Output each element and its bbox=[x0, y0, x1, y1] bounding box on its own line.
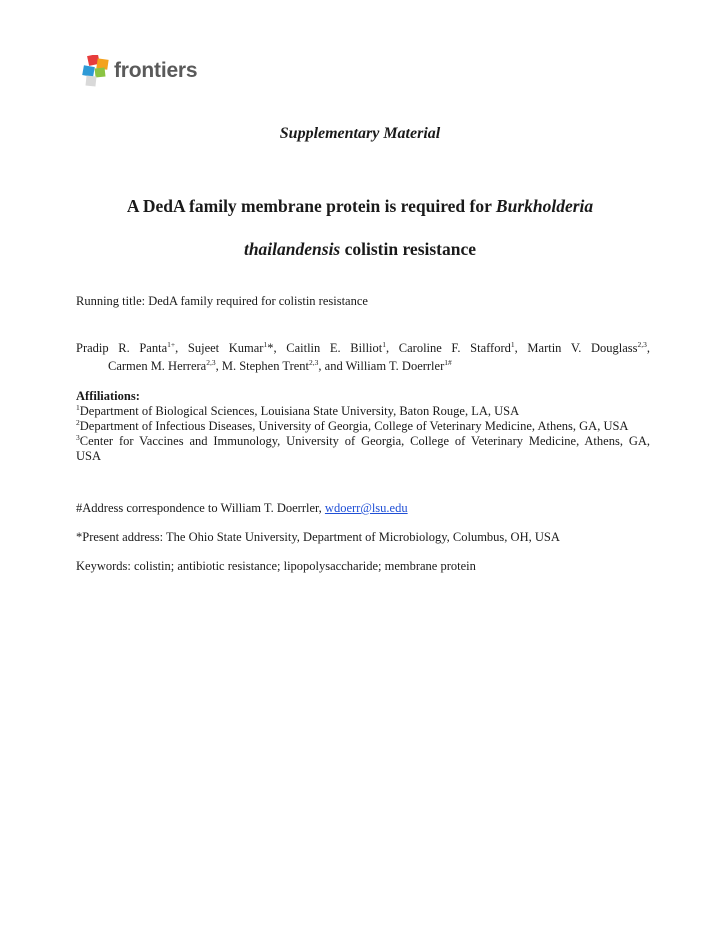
affiliation-item: $^1$Department of Biological Sciences, Louisiana State University, Baton Rouge, LA, USA bbox=[76, 402, 520, 418]
affiliations bbox=[76, 389, 650, 464]
author: Caroline F. Stafford bbox=[398, 341, 511, 355]
paper-title-line-2: thailandensis colistin resistance bbox=[243, 239, 477, 259]
author: Pradip R. Panta bbox=[76, 341, 168, 355]
affiliation-item: $^3$Center for Vaccines and Immunology, University of Georgia, College of Veterinary Medicine, Athens, GA, bbox=[76, 432, 650, 448]
paper-title-line-1: A DedA family membrane protein is required for Burkholderia bbox=[126, 196, 594, 216]
logo-wordmark: frontiers bbox=[114, 59, 198, 82]
email-link[interactable]: wdoerr@lsu.edu bbox=[324, 501, 408, 515]
author: Sujeet Kumar bbox=[187, 341, 264, 355]
author-list bbox=[76, 339, 650, 375]
author-line-2: Carmen M. Herrera$^{2,3}$, M. Stephen Trent$^{2,3}$, and William T. Doerrler$^{1\#}$ bbox=[108, 357, 452, 373]
correspondence: #Address correspondence to William T. Doerrler, wdoerr@lsu.edu bbox=[76, 501, 408, 515]
present-address: *Present address: The Ohio State University, Department of Microbiology, Columbus, OH, USA bbox=[76, 530, 560, 544]
author: William T. Doerrler bbox=[345, 359, 445, 373]
author: Martin V. Douglass bbox=[527, 341, 638, 355]
author: Carmen M. Herrera bbox=[108, 359, 207, 373]
affiliation-item: $^2$Department of Infectious Diseases, University of Georgia, College of Veterinary Medicine, Athens, GA, USA bbox=[76, 417, 629, 433]
author: M. Stephen Trent bbox=[221, 359, 310, 373]
author: Caitlin E. Billiot bbox=[286, 341, 383, 355]
affiliation-item-continuation: USA bbox=[76, 449, 102, 463]
frontiers-logo-icon bbox=[82, 55, 112, 87]
keywords: Keywords: colistin; antibiotic resistance; lipopolysaccharide; membrane protein bbox=[76, 559, 476, 573]
author-line-1: Pradip R. Panta$^{1+}$, Sujeet Kumar$^1$*, Caitlin E. Billiot$^1$, Caroline F. Stafford$^1$, Martin V. Douglass$^{2,3}$, bbox=[76, 339, 651, 355]
running-title: Running title: DedA family required for colistin resistance bbox=[76, 294, 368, 308]
frontiers-logo bbox=[82, 55, 197, 87]
supplementary-heading: Supplementary Material bbox=[279, 125, 441, 142]
affiliations-heading: Affiliations: bbox=[76, 389, 140, 403]
